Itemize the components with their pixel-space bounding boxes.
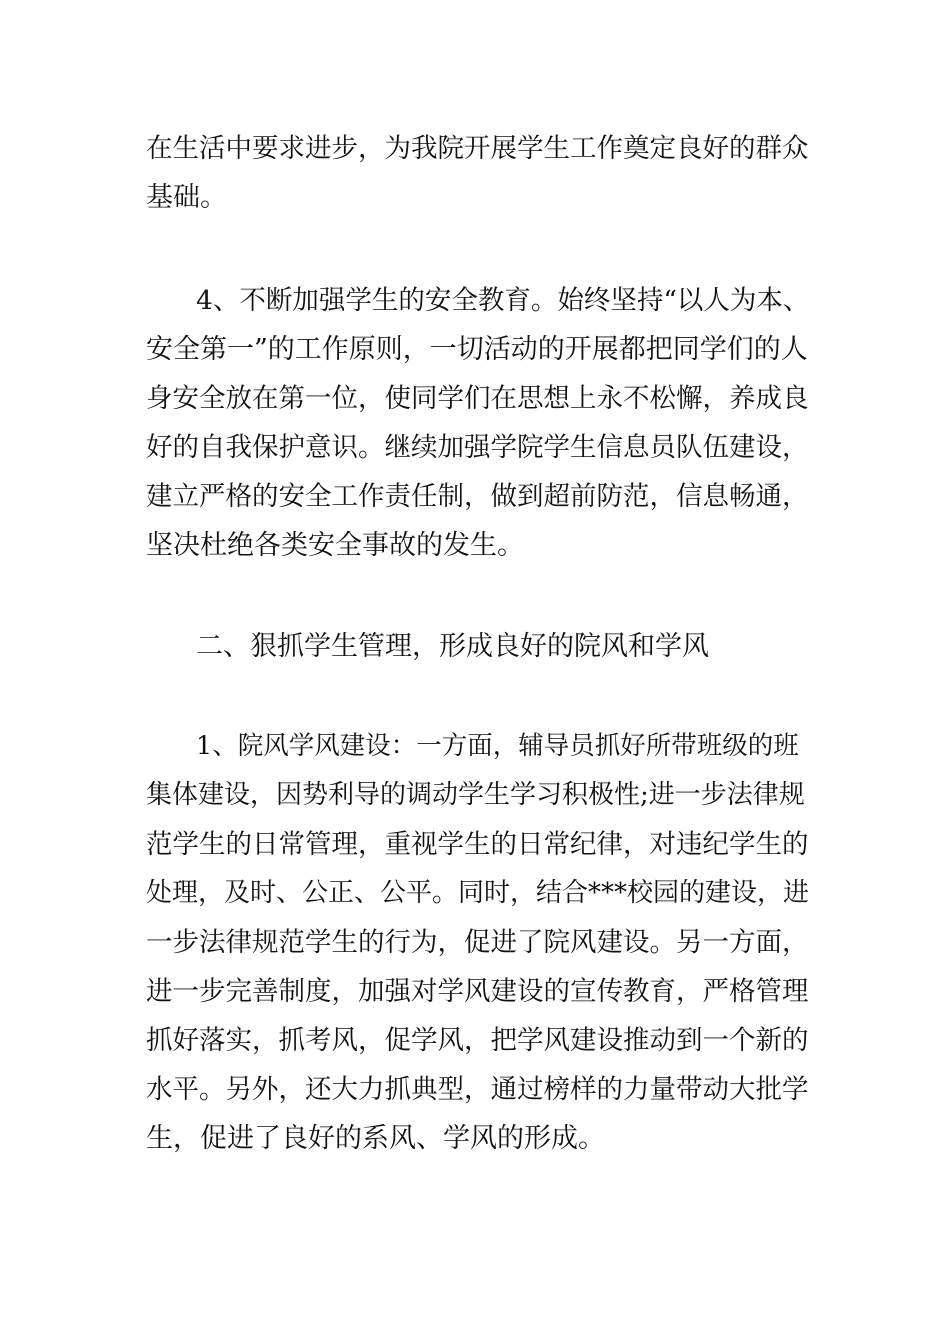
- text-line: 水平。另外，还大力抓典型，通过榜样的力量带动大批学: [146, 1074, 809, 1105]
- text-line: 抓好落实，抓考风，促学风，把学风建设推动到一个新的: [146, 1025, 809, 1056]
- section-heading: [146, 622, 810, 671]
- text-line: 生，促进了良好的系风、学风的形成。: [146, 1123, 605, 1154]
- text-line: 在生活中要求进步，为我院开展学生工作奠定良好的群众: [146, 133, 809, 164]
- paragraph-1: [146, 124, 810, 222]
- text-line: 基础。: [146, 182, 227, 213]
- text-line: 1、院风学风建设：一方面，辅导员抓好所带班级的班: [196, 731, 799, 761]
- text-line: 建立严格的安全工作责任制，做到超前防范，信息畅通，: [146, 481, 809, 512]
- text-line: 坚决杜绝各类安全事故的发生。: [146, 530, 524, 561]
- text-line: 身安全放在第一位，使同学们在思想上永不松懈，养成良: [146, 383, 809, 414]
- text-line: 好的自我保护意识。继续加强学院学生信息员队伍建设，: [146, 432, 809, 463]
- paragraph-2: [146, 276, 810, 570]
- text-line: 4、不断加强学生的安全教育。始终坚持“以人为本、: [196, 285, 810, 316]
- text-line: 二、狠抓学生管理，形成良好的院风和学风: [196, 631, 709, 662]
- text-line: 一步法律规范学生的行为，促进了院风建设。另一方面，: [146, 927, 809, 958]
- text-line: 处理，及时、公正、公平。同时，结合***校园的建设，进: [146, 878, 810, 908]
- text-line: 安全第一”的工作原则，一切活动的开展都把同学们的人: [146, 334, 808, 365]
- text-line: 范学生的日常管理，重视学生的日常纪律，对违纪学生的: [146, 829, 809, 860]
- paragraph-3: [146, 722, 810, 1163]
- text-line: 集体建设，因势利导的调动学生学习积极性;进一步法律规: [146, 780, 805, 810]
- text-line: 进一步完善制度，加强对学风建设的宣传教育，严格管理: [146, 976, 809, 1007]
